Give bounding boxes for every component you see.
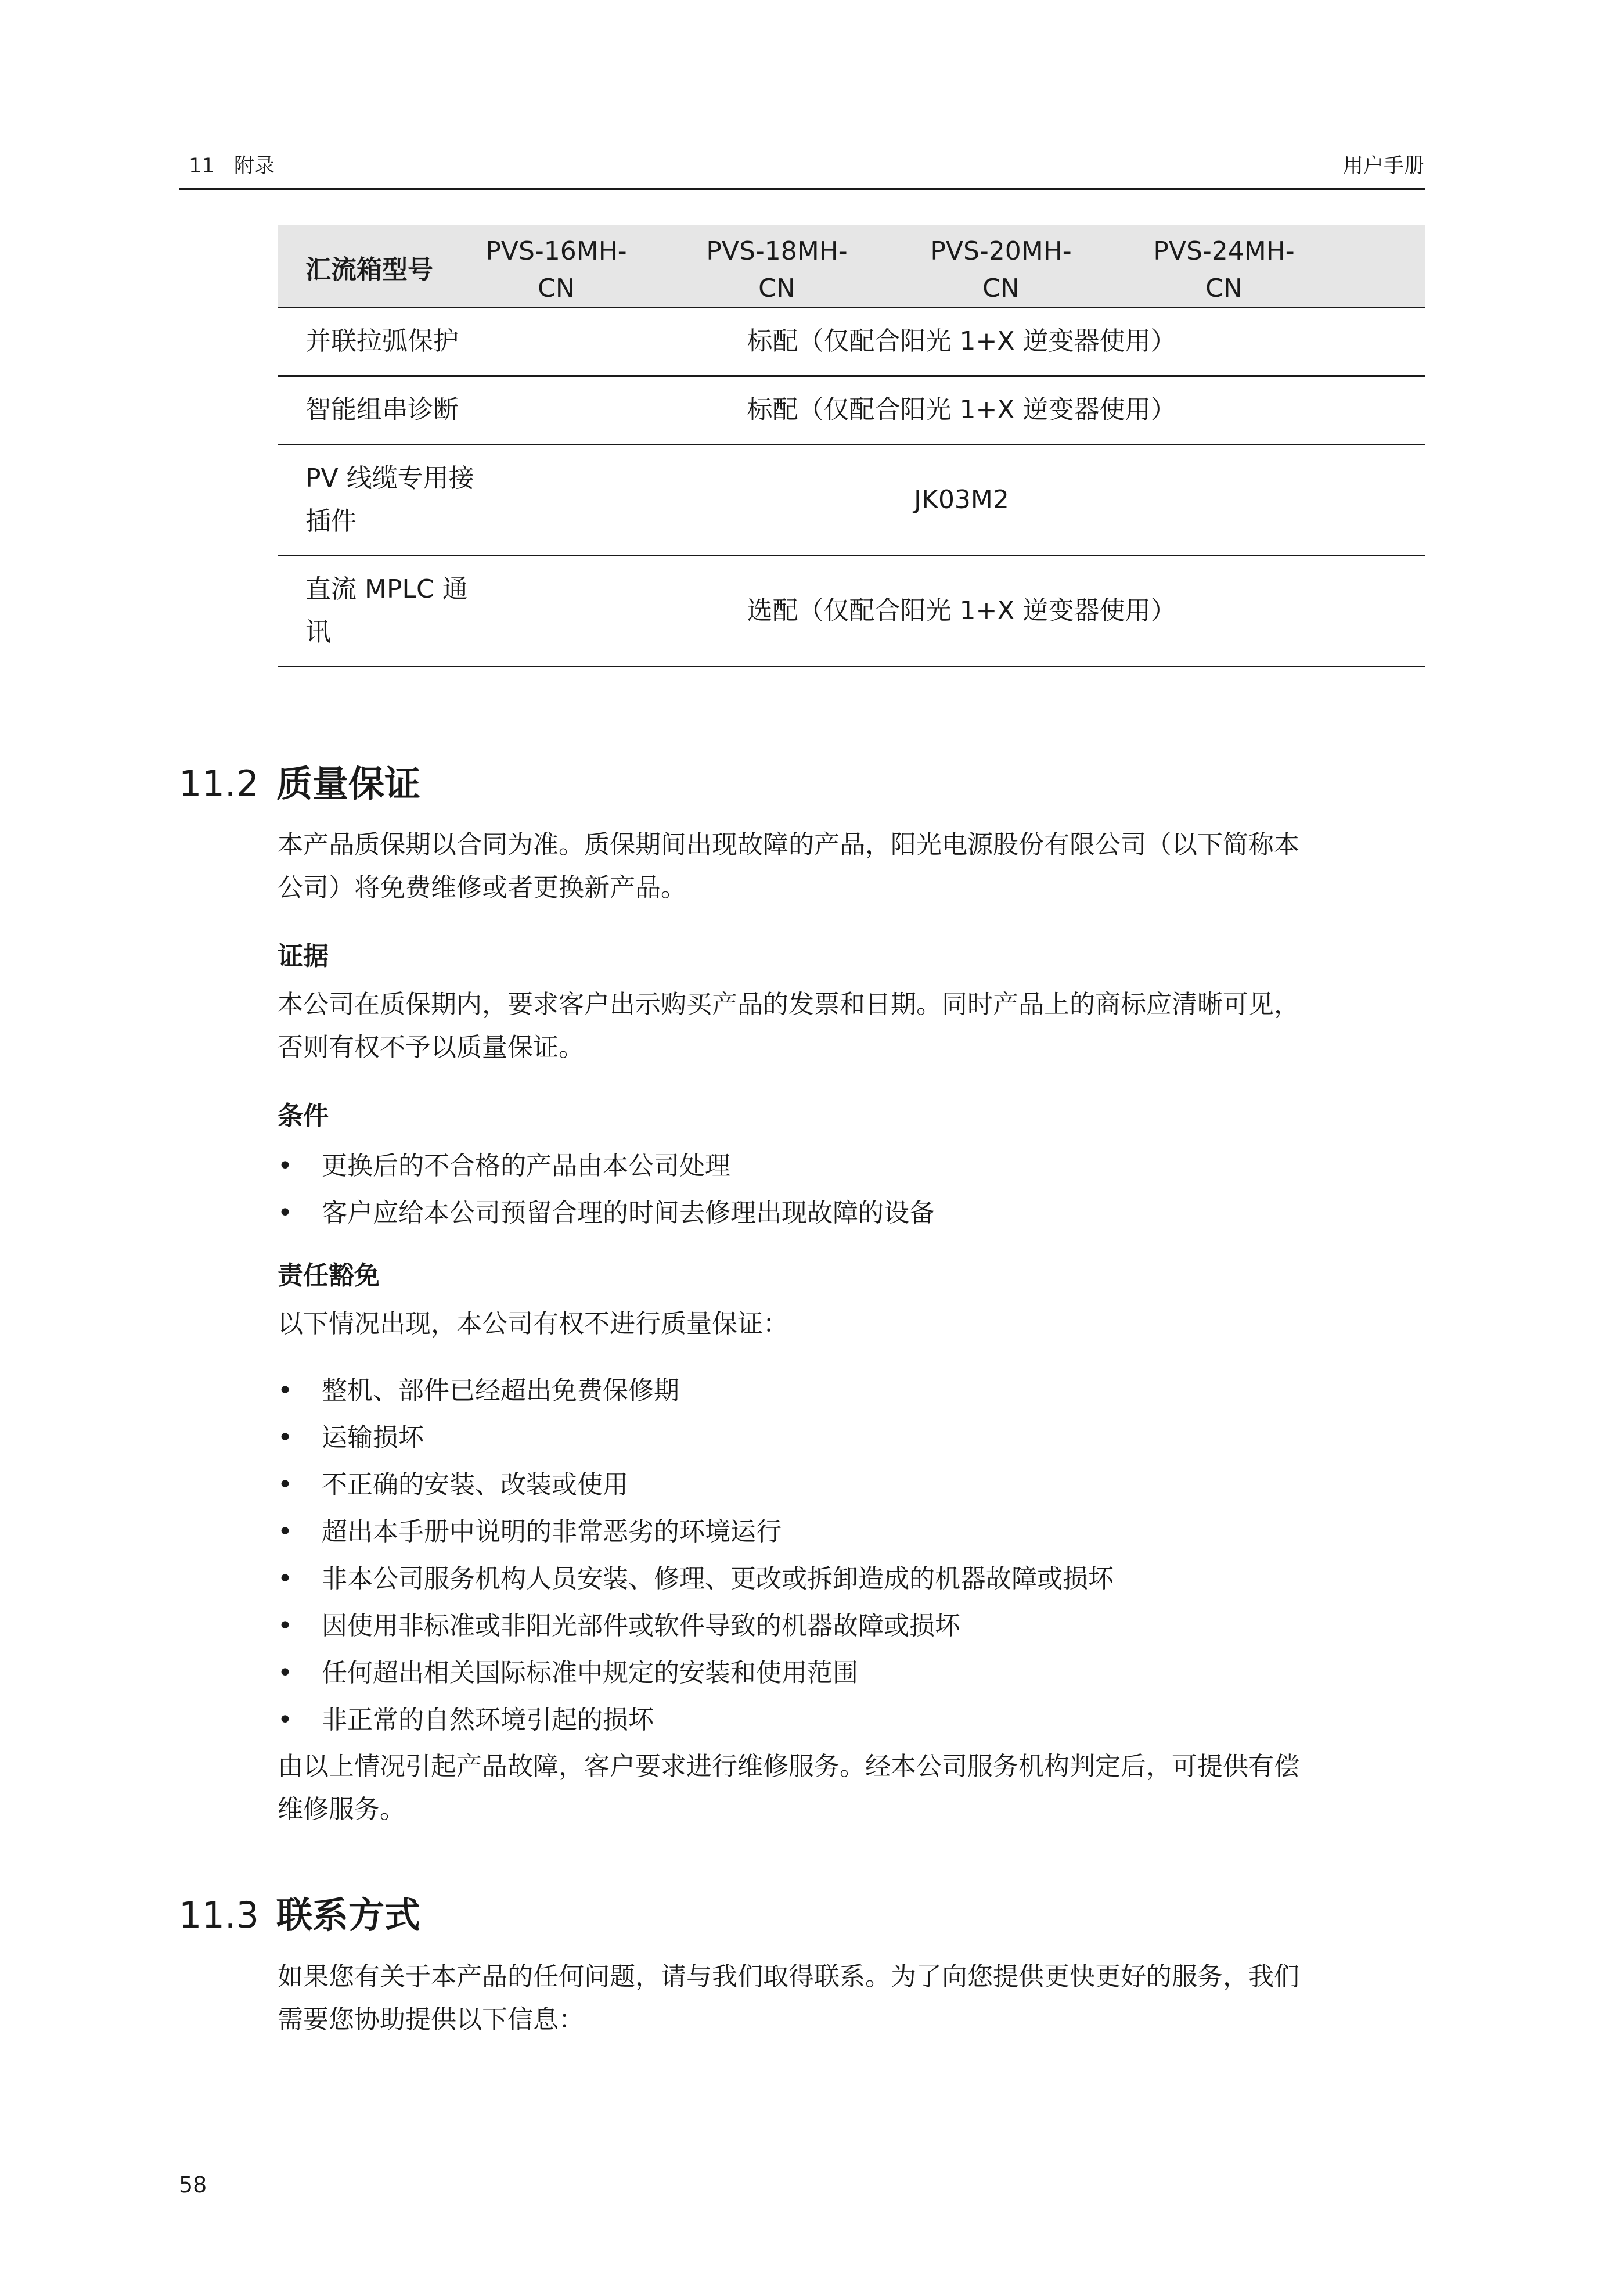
row-label: 并联拉弧保护 <box>305 326 459 356</box>
bullet-icon: • <box>278 1151 293 1181</box>
table-row <box>278 308 1425 377</box>
section-number: 11.3 <box>179 1894 260 1936</box>
list-item: • 非本公司服务机构人员安装、修理、更改或拆卸造成的机器故障或损坏 <box>278 1555 1114 1602</box>
row-value: JK03M2 <box>914 485 1009 515</box>
bullet-icon: • <box>278 1611 293 1641</box>
conditions-heading: 条件 <box>278 1101 329 1131</box>
section-number: 11.2 <box>179 763 260 805</box>
section-title: 联系方式 <box>276 1894 421 1936</box>
row-label: 直流 MPLC 通 讯 <box>305 574 468 647</box>
bullet-icon: • <box>278 1198 293 1228</box>
model-header: PVS-20MH- CN <box>930 236 1072 303</box>
list-item: • 超出本手册中说明的非常恶劣的环境运行 <box>278 1508 1114 1555</box>
conditions-list <box>278 1142 935 1236</box>
section-heading-contact <box>179 1886 420 1938</box>
disclaimer-list <box>278 1367 1114 1743</box>
table-header-row <box>278 225 1425 308</box>
list-item: • 非正常的自然环境引起的损坏 <box>278 1696 1114 1743</box>
combiner-box-spec-table <box>278 225 1425 667</box>
contact-text: 如果您有关于本产品的任何问题，请与我们取得联系。为了向您提供更快更好的服务，我们 需要您协助提供以下信息： <box>278 1962 1299 2034</box>
table-header-label: 汇流箱型号 <box>305 255 433 285</box>
list-item: • 运输损坏 <box>278 1414 1114 1461</box>
list-item: • 因使用非标准或非阳光部件或软件导致的机器故障或损坏 <box>278 1602 1114 1649</box>
bullet-icon: • <box>278 1423 293 1453</box>
bullet-icon: • <box>278 1470 293 1500</box>
page-number: 58 <box>179 2172 207 2198</box>
table-row <box>278 445 1425 556</box>
row-value: 标配（仅配合阳光 1+X 逆变器使用） <box>747 326 1176 356</box>
evidence-heading: 证据 <box>278 941 329 971</box>
bullet-icon: • <box>278 1376 293 1405</box>
list-item: • 任何超出相关国际标准中规定的安装和使用范围 <box>278 1649 1114 1696</box>
model-header: PVS-24MH- CN <box>1153 236 1295 303</box>
list-item: • 更换后的不合格的产品由本公司处理 <box>278 1142 935 1189</box>
list-item: • 整机、部件已经超出免费保修期 <box>278 1367 1114 1414</box>
bullet-icon: • <box>278 1564 293 1594</box>
evidence-text: 本公司在质保期内，要求客户出示购买产品的发票和日期。同时产品上的商标应清晰可见， 否则有权不予以质量保证。 <box>278 990 1299 1062</box>
row-label: 智能组串诊断 <box>305 395 459 425</box>
row-value: 选配（仅配合阳光 1+X 逆变器使用） <box>747 596 1176 625</box>
warranty-intro: 本产品质保期以合同为准。质保期间出现故障的产品，阳光电源股份有限公司（以下简称本 公司）将免费维修或者更换新产品。 <box>278 830 1299 903</box>
list-item: • 客户应给本公司预留合理的时间去修理出现故障的设备 <box>278 1189 935 1236</box>
bullet-icon: • <box>278 1517 293 1547</box>
chapter-header: 11 附录 <box>189 154 275 178</box>
section-title: 质量保证 <box>276 763 421 805</box>
disclaimer-heading: 责任豁免 <box>278 1261 380 1290</box>
bullet-icon: • <box>278 1658 293 1688</box>
bullet-icon: • <box>278 1705 293 1735</box>
closing-text: 由以上情况引起产品故障，客户要求进行维修服务。经本公司服务机构判定后，可提供有偿 维修服务。 <box>278 1752 1299 1824</box>
disclaimer-intro: 以下情况出现，本公司有权不进行质量保证： <box>278 1309 788 1339</box>
row-label: PV 线缆专用接 插件 <box>305 463 474 536</box>
model-header: PVS-18MH- CN <box>706 236 848 303</box>
model-header: PVS-16MH- CN <box>485 236 627 303</box>
row-value: 标配（仅配合阳光 1+X 逆变器使用） <box>747 395 1176 425</box>
table-row <box>278 556 1425 667</box>
header-divider <box>179 188 1425 190</box>
section-heading-quality-warranty <box>179 755 420 807</box>
list-item: • 不正确的安装、改装或使用 <box>278 1461 1114 1508</box>
table-row <box>278 377 1425 445</box>
manual-title-header: 用户手册 <box>1342 154 1424 178</box>
